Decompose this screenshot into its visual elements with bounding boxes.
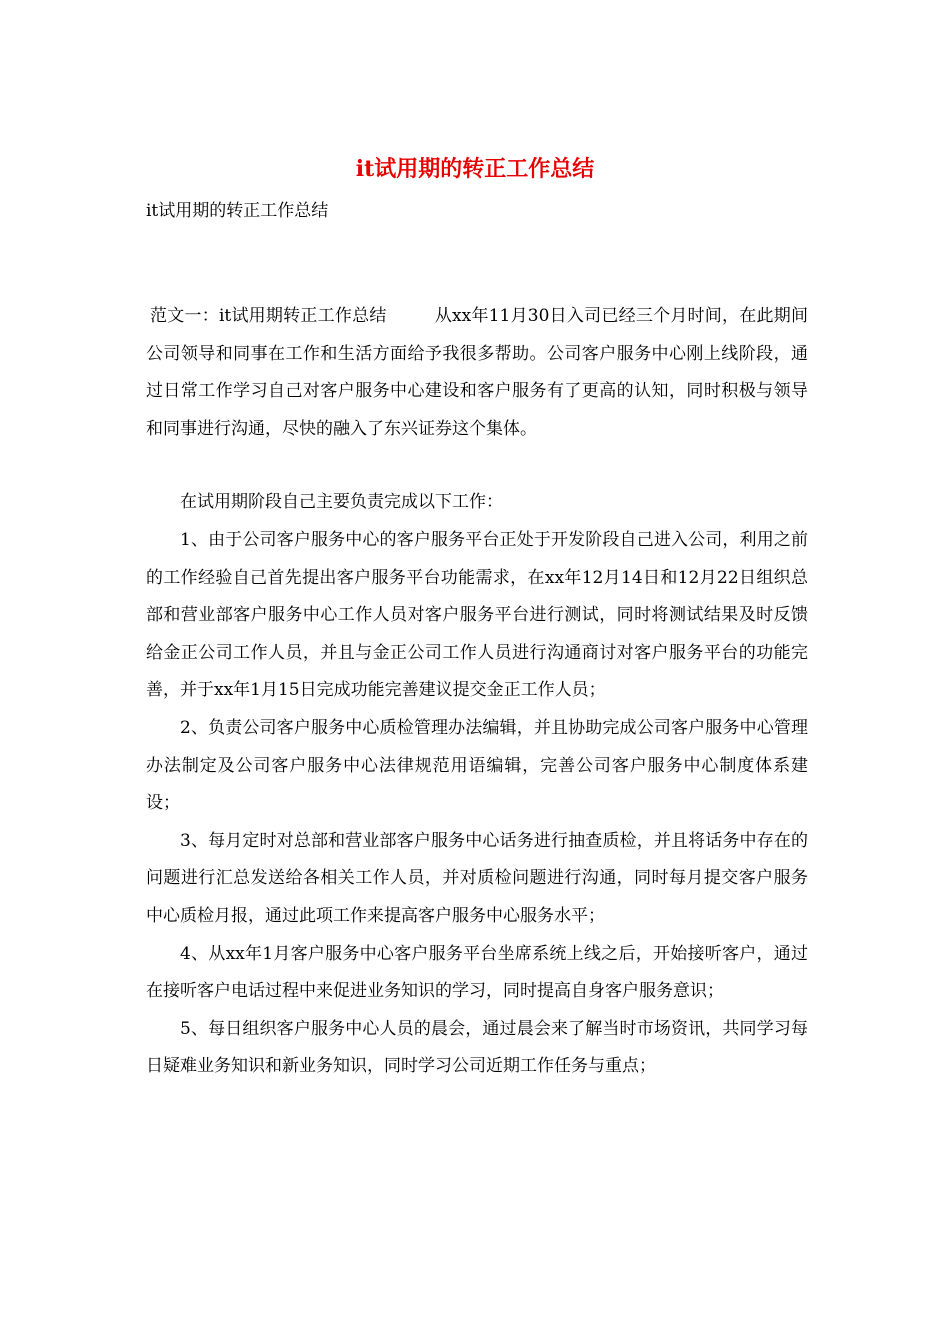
paragraph-1: 1、由于公司客户服务中心的客户服务平台正处于开发阶段自己进入公司，利用之前的工作经验自己首先提出客户服务平台功能需求，在xx年12月14日和12月22日组织总部和营业部客户服务中心工作人员对客户服务平台进行测试，同时将测试结果及时反馈给金正公司工作人员，并且与金正公司工作人员进行沟通商讨对客户服务平台的功能完善，并于xx年1月15日完成功能完善建议提交金正工作人员； <box>146 529 808 701</box>
paragraph-4: 4、从xx年1月客户服务中心客户服务平台坐席系统上线之后，开始接听客户，通过在接听客户电话过程中来促进业务知识的学习，同时提高自身客户服务意识； <box>146 943 808 1002</box>
paragraph-2: 2、负责公司客户服务中心质检管理办法编辑，并且协助完成公司客户服务中心管理办法制定及公司客户服务中心法律规范用语编辑，完善公司客户服务中心制度体系建设； <box>146 717 808 814</box>
intro-text: 从xx年11月30日入司已经三个月时间，在此期间公司领导和同事在工作和生活方面给予我很多帮助。公司客户服务中心刚上线阶段，通过日常工作学习自己对客户服务中心建设和客户服务有了更高的认知，同时积极与领导和同事进行沟通，尽快的融入了东兴证券这个集体。 <box>146 306 808 439</box>
intro-paragraph <box>146 298 808 448</box>
paragraph-gap <box>146 448 808 484</box>
paragraph-0: 在试用期阶段自己主要负责完成以下工作： <box>180 492 503 513</box>
document-body <box>146 298 808 1086</box>
paragraph-5: 5、每日组织客户服务中心人员的晨会，通过晨会来了解当时市场资讯，共同学习每日疑难业务知识和新业务知识，同时学习公司近期工作任务与重点； <box>146 1018 808 1077</box>
document-title: it试用期的转正工作总结 <box>355 156 595 182</box>
intro-heading: 范文一：it试用期转正工作总结 <box>150 306 387 326</box>
paragraph-3: 3、每月定时对总部和营业部客户服务中心话务进行抽查质检，并且将话务中存在的问题进行汇总发送给各相关工作人员，并对质检问题进行沟通，同时每月提交客户服务中心质检月报，通过此项工作来提高客户服务中心服务水平； <box>146 830 808 926</box>
document-subtitle: it试用期的转正工作总结 <box>146 201 329 221</box>
